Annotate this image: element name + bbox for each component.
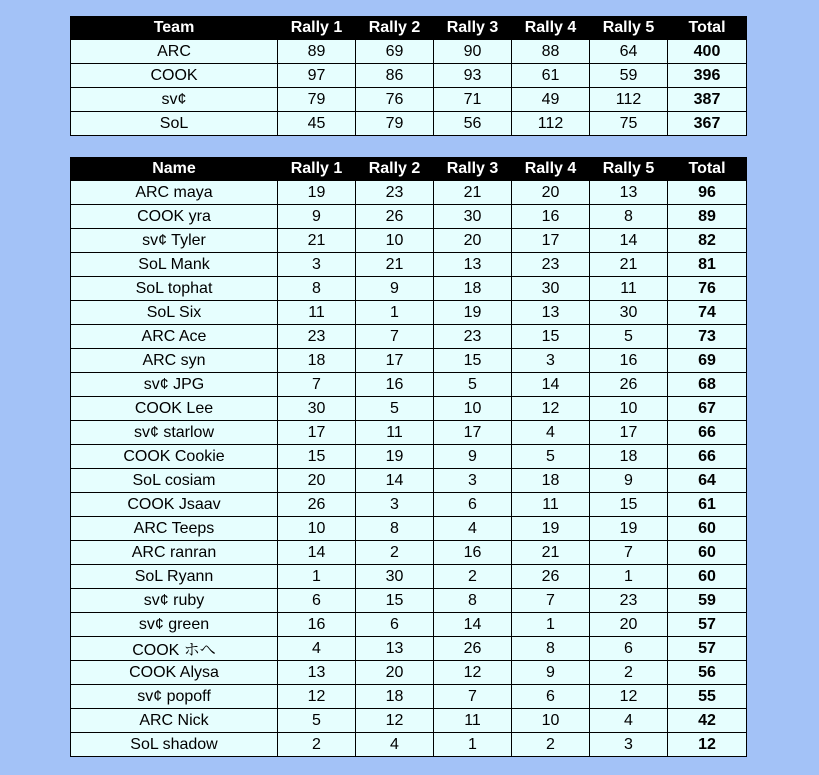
rally-score-cell: 7 [512,589,590,613]
name-cell: COOK Jsaav [71,493,278,517]
rally-score-cell: 97 [278,64,356,88]
rally-score-cell: 16 [590,349,668,373]
rally-score-cell: 4 [356,733,434,757]
rally-score-cell: 21 [434,181,512,205]
player-table-body [71,181,747,757]
rally-score-cell: 20 [512,181,590,205]
rally-score-cell: 112 [590,88,668,112]
player-row [71,229,747,253]
rally-score-cell: 13 [590,181,668,205]
name-cell: SoL cosiam [71,469,278,493]
rally-score-cell: 1 [512,613,590,637]
total-cell: 60 [668,541,747,565]
rally-score-cell: 5 [278,709,356,733]
rally-score-cell: 75 [590,112,668,136]
player-row [71,637,747,661]
name-cell: sv¢ starlow [71,421,278,445]
total-cell: 55 [668,685,747,709]
total-cell: 68 [668,373,747,397]
player-row [71,325,747,349]
rally-score-cell: 21 [512,541,590,565]
total-cell: 64 [668,469,747,493]
rally-score-cell: 10 [434,397,512,421]
rally-score-cell: 15 [278,445,356,469]
rally-score-cell: 18 [590,445,668,469]
team-row [71,112,747,136]
name-cell: sv¢ [71,88,278,112]
rally-score-cell: 14 [512,373,590,397]
total-cell: 69 [668,349,747,373]
rally-score-cell: 15 [512,325,590,349]
rally-score-cell: 30 [512,277,590,301]
name-cell: ARC maya [71,181,278,205]
rally-score-cell: 30 [356,565,434,589]
total-cell: 12 [668,733,747,757]
rally-score-cell: 9 [434,445,512,469]
rally-score-cell: 10 [590,397,668,421]
rally-score-cell: 90 [434,40,512,64]
rally-score-cell: 6 [278,589,356,613]
rally-score-cell: 18 [434,277,512,301]
rally-score-cell: 19 [356,445,434,469]
rally-score-cell: 69 [356,40,434,64]
rally-score-cell: 1 [278,565,356,589]
rally-score-cell: 13 [278,661,356,685]
name-cell: SoL shadow [71,733,278,757]
column-header: Rally 1 [278,17,356,40]
name-cell: SoL Six [71,301,278,325]
total-cell: 73 [668,325,747,349]
rally-score-cell: 9 [278,205,356,229]
rally-score-cell: 8 [590,205,668,229]
rally-score-cell: 9 [512,661,590,685]
rally-score-cell: 86 [356,64,434,88]
total-cell: 67 [668,397,747,421]
rally-score-cell: 20 [278,469,356,493]
rally-score-cell: 23 [590,589,668,613]
player-row [71,301,747,325]
name-cell: sv¢ JPG [71,373,278,397]
rally-score-cell: 12 [434,661,512,685]
rally-score-cell: 2 [434,565,512,589]
name-cell: sv¢ Tyler [71,229,278,253]
total-cell: 66 [668,445,747,469]
column-header: Rally 4 [512,17,590,40]
rally-score-cell: 15 [434,349,512,373]
player-row [71,469,747,493]
rally-score-cell: 13 [434,253,512,277]
rally-score-cell: 17 [512,229,590,253]
rally-score-cell: 30 [434,205,512,229]
rally-score-cell: 79 [278,88,356,112]
name-cell: ARC ranran [71,541,278,565]
rally-score-cell: 8 [356,517,434,541]
rally-score-cell: 1 [356,301,434,325]
column-header: Rally 3 [434,158,512,181]
rally-score-cell: 3 [356,493,434,517]
total-cell: 74 [668,301,747,325]
rally-score-cell: 18 [512,469,590,493]
rally-score-cell: 11 [434,709,512,733]
column-header: Rally 2 [356,17,434,40]
column-header: Rally 1 [278,158,356,181]
rally-score-cell: 26 [434,637,512,661]
rally-score-cell: 9 [356,277,434,301]
total-cell: 89 [668,205,747,229]
rally-score-cell: 93 [434,64,512,88]
rally-score-cell: 6 [434,493,512,517]
column-header: Rally 2 [356,158,434,181]
rally-score-cell: 2 [278,733,356,757]
total-cell: 66 [668,421,747,445]
rally-score-cell: 14 [590,229,668,253]
rally-score-cell: 23 [356,181,434,205]
rally-score-cell: 12 [590,685,668,709]
rally-score-cell: 19 [434,301,512,325]
rally-score-cell: 20 [590,613,668,637]
player-row [71,373,747,397]
player-row [71,613,747,637]
total-cell: 59 [668,589,747,613]
rally-score-cell: 17 [356,349,434,373]
rally-score-cell: 19 [590,517,668,541]
column-header: Rally 3 [434,17,512,40]
total-cell: 60 [668,565,747,589]
player-row [71,181,747,205]
rally-score-cell: 64 [590,40,668,64]
rally-score-cell: 9 [590,469,668,493]
rally-score-cell: 21 [590,253,668,277]
rally-score-cell: 112 [512,112,590,136]
rally-score-cell: 5 [356,397,434,421]
rally-score-cell: 8 [278,277,356,301]
name-cell: SoL tophat [71,277,278,301]
rally-score-cell: 16 [434,541,512,565]
name-cell: ARC syn [71,349,278,373]
rally-score-cell: 23 [512,253,590,277]
total-cell: 387 [668,88,747,112]
name-cell: COOK Lee [71,397,278,421]
rally-score-cell: 11 [278,301,356,325]
rally-score-cell: 19 [278,181,356,205]
rally-score-cell: 17 [590,421,668,445]
rally-score-cell: 1 [590,565,668,589]
rally-score-cell: 5 [590,325,668,349]
rally-score-cell: 10 [512,709,590,733]
rally-score-cell: 11 [512,493,590,517]
player-row [71,709,747,733]
rally-score-cell: 17 [434,421,512,445]
rally-score-cell: 21 [356,253,434,277]
rally-score-cell: 13 [356,637,434,661]
player-row [71,685,747,709]
rally-score-cell: 7 [278,373,356,397]
column-header: Rally 4 [512,158,590,181]
rally-score-cell: 13 [512,301,590,325]
team-table-header-row [71,17,747,40]
rally-score-cell: 59 [590,64,668,88]
rally-score-cell: 4 [278,637,356,661]
rally-score-cell: 12 [512,397,590,421]
total-cell: 76 [668,277,747,301]
column-header: Name [71,158,278,181]
total-cell: 42 [668,709,747,733]
rally-score-cell: 21 [278,229,356,253]
rally-score-cell: 17 [278,421,356,445]
rally-score-cell: 14 [278,541,356,565]
rally-score-cell: 26 [512,565,590,589]
rally-score-cell: 15 [590,493,668,517]
rally-score-cell: 3 [512,349,590,373]
name-cell: COOK Cookie [71,445,278,469]
name-cell: ARC Ace [71,325,278,349]
rally-score-cell: 76 [356,88,434,112]
rally-score-cell: 10 [278,517,356,541]
player-row [71,397,747,421]
rally-score-cell: 18 [278,349,356,373]
rally-score-cell: 15 [356,589,434,613]
rally-score-cell: 3 [278,253,356,277]
rally-score-cell: 11 [356,421,434,445]
name-cell: sv¢ green [71,613,278,637]
player-standings-table [70,157,747,757]
total-cell: 61 [668,493,747,517]
rally-score-cell: 14 [356,469,434,493]
name-cell: ARC Teeps [71,517,278,541]
player-row [71,733,747,757]
rally-score-cell: 3 [590,733,668,757]
rally-score-cell: 5 [434,373,512,397]
rally-score-cell: 8 [434,589,512,613]
total-cell: 96 [668,181,747,205]
rally-score-cell: 6 [356,613,434,637]
name-cell: SoL Mank [71,253,278,277]
player-row [71,205,747,229]
rally-score-cell: 20 [356,661,434,685]
team-row [71,40,747,64]
total-cell: 400 [668,40,747,64]
rally-score-cell: 6 [590,637,668,661]
rally-score-cell: 30 [278,397,356,421]
rally-score-cell: 4 [434,517,512,541]
column-header: Team [71,17,278,40]
name-cell: SoL [71,112,278,136]
rally-score-cell: 61 [512,64,590,88]
player-table-header-row [71,158,747,181]
rally-score-cell: 30 [590,301,668,325]
player-row [71,661,747,685]
total-cell: 82 [668,229,747,253]
player-row [71,589,747,613]
name-cell: COOK Alysa [71,661,278,685]
rally-score-cell: 49 [512,88,590,112]
name-cell: COOK ホへ [71,637,278,661]
rally-score-cell: 26 [356,205,434,229]
team-standings-table [70,16,747,136]
rally-score-cell: 7 [434,685,512,709]
column-header: Rally 5 [590,17,668,40]
rally-score-cell: 4 [512,421,590,445]
total-cell: 57 [668,613,747,637]
total-cell: 60 [668,517,747,541]
team-row [71,64,747,88]
rally-score-cell: 10 [356,229,434,253]
player-row [71,277,747,301]
rally-score-cell: 6 [512,685,590,709]
total-cell: 56 [668,661,747,685]
column-header: Rally 5 [590,158,668,181]
total-cell: 57 [668,637,747,661]
column-header: Total [668,17,747,40]
rally-score-cell: 16 [278,613,356,637]
rally-score-cell: 88 [512,40,590,64]
rally-score-cell: 23 [278,325,356,349]
name-cell: COOK [71,64,278,88]
rally-score-cell: 2 [590,661,668,685]
rally-score-cell: 20 [434,229,512,253]
rally-score-cell: 12 [278,685,356,709]
total-cell: 81 [668,253,747,277]
rally-score-cell: 89 [278,40,356,64]
name-cell: ARC [71,40,278,64]
player-row [71,421,747,445]
player-row [71,565,747,589]
team-row [71,88,747,112]
total-cell: 396 [668,64,747,88]
rally-score-cell: 16 [356,373,434,397]
player-row [71,541,747,565]
rally-score-cell: 26 [278,493,356,517]
player-row [71,253,747,277]
rally-score-cell: 5 [512,445,590,469]
name-cell: ARC Nick [71,709,278,733]
name-cell: sv¢ popoff [71,685,278,709]
rally-score-cell: 8 [512,637,590,661]
rally-score-cell: 11 [590,277,668,301]
name-cell: COOK yra [71,205,278,229]
rally-score-cell: 71 [434,88,512,112]
rally-score-cell: 19 [512,517,590,541]
rally-score-cell: 2 [356,541,434,565]
rally-score-cell: 7 [590,541,668,565]
rally-score-cell: 7 [356,325,434,349]
player-row [71,349,747,373]
rally-score-cell: 2 [512,733,590,757]
column-header: Total [668,158,747,181]
player-row [71,445,747,469]
name-cell: sv¢ ruby [71,589,278,613]
rally-score-cell: 16 [512,205,590,229]
player-row [71,493,747,517]
rally-score-cell: 26 [590,373,668,397]
team-table-body [71,40,747,136]
rally-score-cell: 79 [356,112,434,136]
rally-score-cell: 14 [434,613,512,637]
total-cell: 367 [668,112,747,136]
rally-score-cell: 1 [434,733,512,757]
player-row [71,517,747,541]
rally-score-cell: 23 [434,325,512,349]
rally-score-cell: 18 [356,685,434,709]
rally-score-cell: 12 [356,709,434,733]
name-cell: SoL Ryann [71,565,278,589]
rally-score-cell: 3 [434,469,512,493]
rally-score-cell: 45 [278,112,356,136]
rally-score-cell: 4 [590,709,668,733]
rally-score-cell: 56 [434,112,512,136]
